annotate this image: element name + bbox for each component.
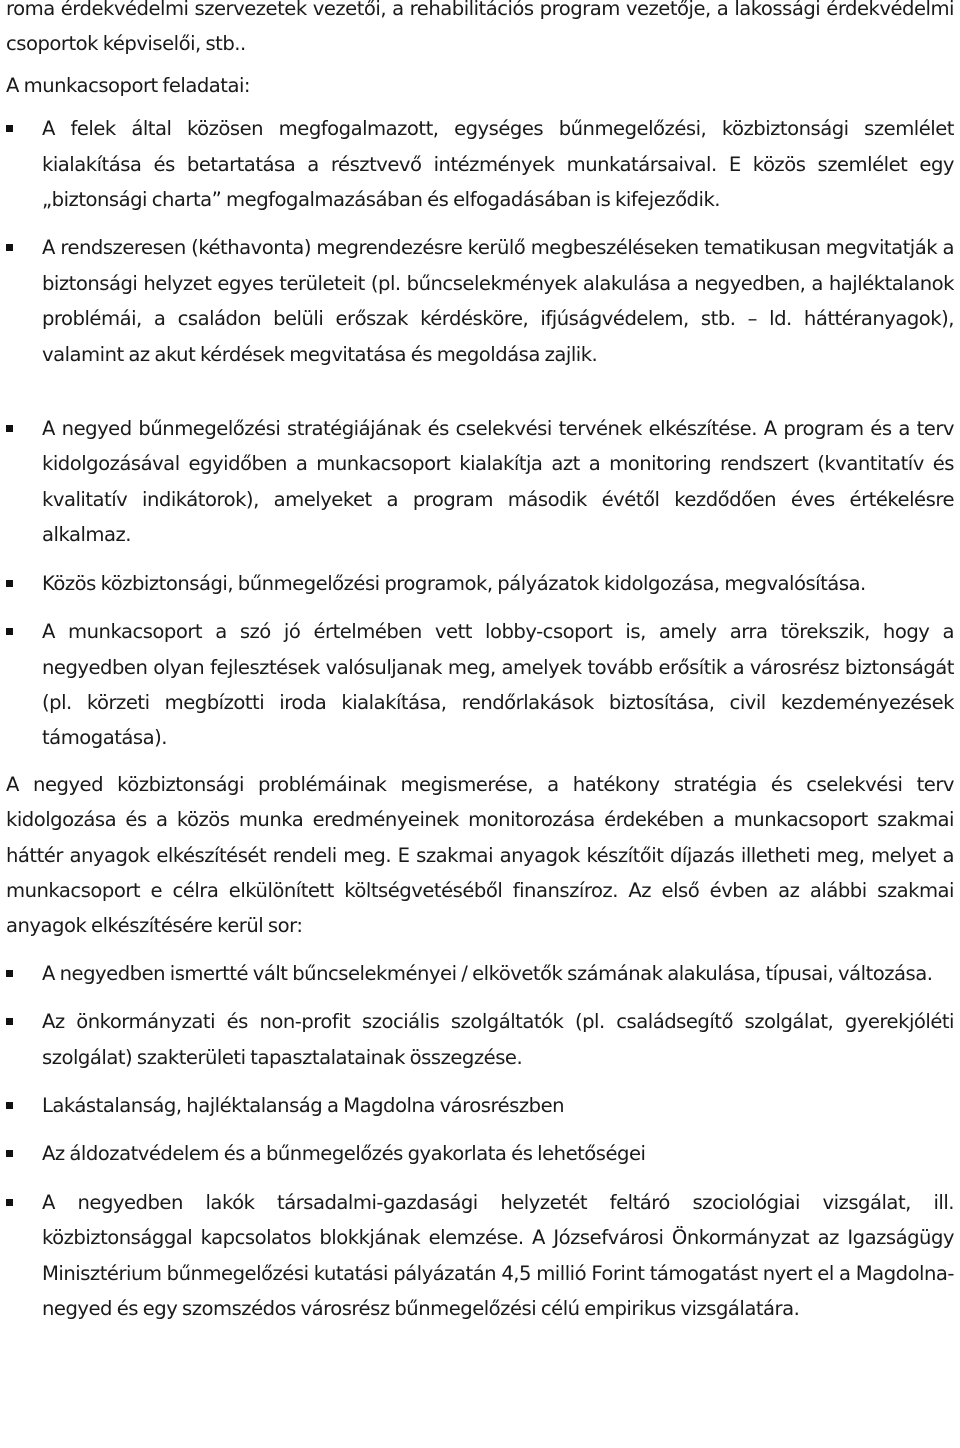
tasks-heading: A munkacsoport feladatai: — [6, 73, 251, 97]
list-item-text: Lakástalanság, hajléktalanság a Magdolna városrészben — [42, 1093, 565, 1117]
list-item — [6, 1185, 954, 1327]
list-item — [6, 111, 954, 217]
lead-paragraph: roma érdekvédelmi szervezetek vezetői, a rehabilitációs program vezetője, a lakossági érdekvédelmi csoportok képviselői, stb.. — [6, 0, 954, 56]
square-bullet-icon — [6, 1102, 13, 1109]
square-bullet-icon — [6, 1199, 13, 1206]
list-item-text: A felek által közösen megfogalmazott, egységes bűnmegelőzési, közbiztonsági szemlélet kialakítása és betartatása a résztvevő intézmények munkatársaival. E közös szemlélet egy „biztonsági charta” megfogalmazásában és elfogadásában is kifejeződik. — [42, 117, 954, 212]
list-item — [6, 1136, 954, 1171]
materials-list — [6, 956, 954, 1327]
background-paragraph: A negyed közbiztonsági problémáinak megismerése, a hatékony stratégia és cselekvési terv kidolgozása és a közös munka eredményeinek monitorozása érdekében a munkacsoport szakmai háttér anyagok elkészítését rendeli meg. E szakmai anyagok készítőit díjazás illetheti meg, melyet a munkacsoport e célra elkülönített költségvetéséből finanszíroz. Az első évben az alábbi szakmai anyagok elkészítésére kerül sor: — [6, 772, 954, 938]
list-item — [6, 230, 954, 372]
square-bullet-icon — [6, 970, 13, 977]
tasks-list — [6, 111, 954, 756]
list-item — [6, 1088, 954, 1123]
square-bullet-icon — [6, 425, 13, 432]
document-page — [6, 0, 954, 1326]
square-bullet-icon — [6, 1018, 13, 1025]
list-item-text: A rendszeresen (kéthavonta) megrendezésre kerülő megbeszéléseken tematikusan megvitatják a biztonsági helyzet egyes területeit (pl. bűncselekmények alakulása a negyedben, a hajléktalanok problémái, a családon belüli erőszak kérdésköre, ifjúságvédelem, stb. – ld. háttéranyagok), valamint az akut kérdések megvitatása és megoldása zajlik. — [42, 236, 954, 366]
list-item-text: A negyed bűnmegelőzési stratégiájának és cselekvési tervének elkészítése. A program és a terv kidolgozásával egyidőben a munkacsoport kialakítja azt a monitoring rendszert (kvantitatív és kvalitatív indikátorok), amelyeket a program második évétől kezdődően éves értékelésre alkalmaz. — [42, 417, 954, 547]
list-item — [6, 566, 954, 601]
square-bullet-icon — [6, 580, 13, 587]
list-item-text: Közös közbiztonsági, bűnmegelőzési programok, pályázatok kidolgozása, megvalósítása. — [42, 571, 866, 595]
list-item-text: A negyedben lakók társadalmi-gazdasági helyzetét feltáró szociológiai vizsgálat, ill. közbiztonsággal kapcsolatos blokkjának elemzése. A Józsefvárosi Önkormányzat az Igazságügy Minisztérium bűnmegelőzési kutatási pályázatán 4,5 millió Forint támogatást nyert el a Magdolna-negyed és egy szomszédos városrész bűnmegelőzési célú empirikus vizsgálatára. — [42, 1190, 954, 1320]
list-item — [6, 614, 954, 756]
list-item — [6, 956, 954, 991]
list-item-text: A negyedben ismertté vált bűncselekményei / elkövetők számának alakulása, típusai, változása. — [42, 961, 933, 985]
list-item-text: Az áldozatvédelem és a bűnmegelőzés gyakorlata és lehetőségei — [42, 1142, 646, 1166]
square-bullet-icon — [6, 244, 13, 251]
square-bullet-icon — [6, 628, 13, 635]
square-bullet-icon — [6, 125, 13, 132]
list-item-text: Az önkormányzati és non-profit szociális szolgáltatók (pl. családsegítő szolgálat, gyerekjóléti szolgálat) szakterületi tapasztalatainak összegzése. — [42, 1010, 954, 1069]
list-item-text: A munkacsoport a szó jó értelmében vett lobby-csoport is, amely arra törekszik, hogy a negyedben olyan fejlesztések valósuljanak meg, amelyek tovább erősítik a városrész biztonságát (pl. körzeti megbízotti iroda kialakítása, rendőrlakások biztosítása, civil kezdeményezések támogatása). — [42, 620, 954, 750]
list-item — [6, 411, 954, 553]
square-bullet-icon — [6, 1150, 13, 1157]
list-item — [6, 1004, 954, 1075]
